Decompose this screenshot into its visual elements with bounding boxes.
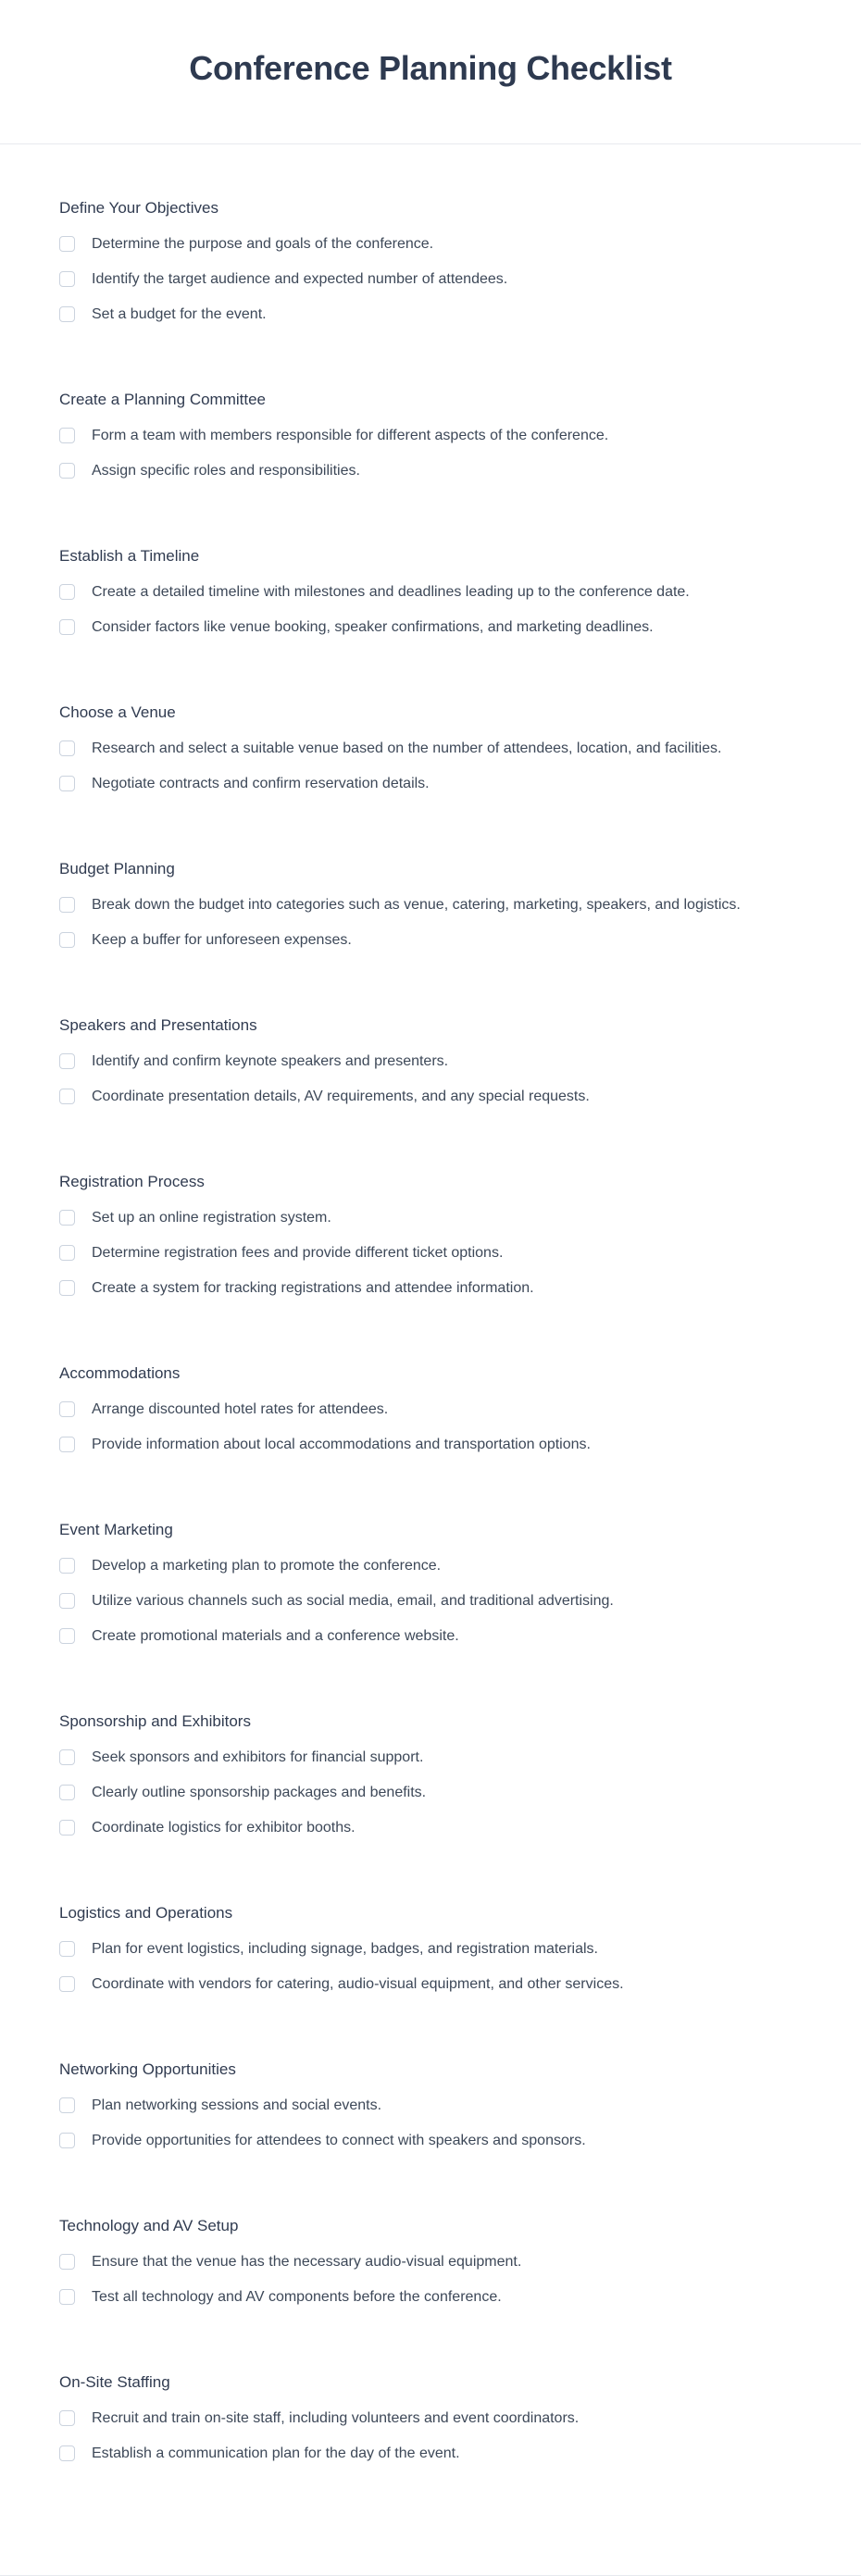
section-items <box>59 425 802 481</box>
checklist-item <box>59 2251 802 2272</box>
checklist-item-label: Test all technology and AV components before the conference. <box>92 2289 502 2305</box>
checklist-item <box>59 1086 802 1107</box>
checklist-section <box>59 2371 802 2464</box>
checklist-section <box>59 702 802 794</box>
checklist-item-label: Provide opportunities for attendees to connect with speakers and sponsors. <box>92 2133 586 2148</box>
section-items <box>59 2408 802 2464</box>
checkbox-unchecked[interactable] <box>59 1280 75 1296</box>
checklist-item-label: Seek sponsors and exhibitors for financial support. <box>92 1749 424 1765</box>
section-items <box>59 1207 802 1299</box>
checklist-item-label: Assign specific roles and responsibilities. <box>92 463 360 479</box>
section-heading: On-Site Staffing <box>59 2373 170 2391</box>
checklist-item <box>59 1938 802 1960</box>
checkbox-unchecked[interactable] <box>59 1593 75 1609</box>
checklist-item-label: Research and select a suitable venue based on the number of attendees, location, and facilities. <box>92 740 722 756</box>
checkbox-unchecked[interactable] <box>59 1785 75 1800</box>
checklist-item <box>59 2443 802 2464</box>
checkbox-unchecked[interactable] <box>59 1089 75 1104</box>
checklist-item-label: Create a system for tracking registrations and attendee information. <box>92 1280 534 1296</box>
checkbox-unchecked[interactable] <box>59 1437 75 1452</box>
checklist-item <box>59 1242 802 1263</box>
checkbox-unchecked[interactable] <box>59 428 75 443</box>
checkbox-unchecked[interactable] <box>59 2289 75 2305</box>
checklist-item-label: Identify the target audience and expected number of attendees. <box>92 271 508 287</box>
checklist-item <box>59 2408 802 2429</box>
checkbox-unchecked[interactable] <box>59 1820 75 1836</box>
checklist-item-label: Create promotional materials and a conference website. <box>92 1628 459 1644</box>
section-heading: Budget Planning <box>59 860 175 877</box>
checkbox-unchecked[interactable] <box>59 1628 75 1644</box>
section-items <box>59 1747 802 1838</box>
checklist-item-label: Determine the purpose and goals of the conference. <box>92 236 434 252</box>
checklist-item-label: Break down the budget into categories such as venue, catering, marketing, speakers, and logistics. <box>92 897 741 913</box>
checklist-section <box>59 1902 802 1995</box>
checklist-section <box>59 1711 802 1838</box>
checklist-item <box>59 304 802 325</box>
checklist-item-label: Establish a communication plan for the day of the event. <box>92 2445 460 2461</box>
checklist-item <box>59 460 802 481</box>
checklist-item-label: Keep a buffer for unforeseen expenses. <box>92 932 352 948</box>
checkbox-unchecked[interactable] <box>59 584 75 600</box>
page-header <box>0 0 861 144</box>
checklist-item-label: Provide information about local accommodations and transportation options. <box>92 1437 591 1452</box>
checkbox-unchecked[interactable] <box>59 2254 75 2270</box>
checklist-item-label: Form a team with members responsible for different aspects of the conference. <box>92 428 609 443</box>
checklist-item-label: Coordinate logistics for exhibitor booths. <box>92 1820 356 1836</box>
checklist-section <box>59 1171 802 1299</box>
checklist-item-label: Coordinate presentation details, AV requirements, and any special requests. <box>92 1089 590 1104</box>
section-items <box>59 581 802 638</box>
checklist-item-label: Set up an online registration system. <box>92 1210 331 1226</box>
checkbox-unchecked[interactable] <box>59 1053 75 1069</box>
checklist-section <box>59 2059 802 2151</box>
checklist-item <box>59 425 802 446</box>
section-items <box>59 233 802 325</box>
checkbox-unchecked[interactable] <box>59 776 75 791</box>
section-items <box>59 2095 802 2151</box>
checklist-item-label: Arrange discounted hotel rates for attendees. <box>92 1401 389 1417</box>
section-heading: Speakers and Presentations <box>59 1016 257 1034</box>
checklist-item-label: Utilize various channels such as social media, email, and traditional advertising. <box>92 1593 614 1609</box>
checklist-item <box>59 2095 802 2116</box>
checklist-item-label: Set a budget for the event. <box>92 306 267 322</box>
checkbox-unchecked[interactable] <box>59 2097 75 2113</box>
checklist-item <box>59 1973 802 1995</box>
checklist-section <box>59 1014 802 1107</box>
section-items <box>59 1399 802 1455</box>
checkbox-unchecked[interactable] <box>59 271 75 287</box>
checklist-section <box>59 1519 802 1647</box>
checklist-item-label: Identify and confirm keynote speakers and presenters. <box>92 1053 449 1069</box>
checklist-section <box>59 389 802 481</box>
checklist-item-label: Consider factors like venue booking, speaker confirmations, and marketing deadlines. <box>92 619 654 635</box>
checklist-item <box>59 1277 802 1299</box>
checklist-item <box>59 1399 802 1420</box>
section-heading: Choose a Venue <box>59 703 176 721</box>
section-heading: Sponsorship and Exhibitors <box>59 1712 251 1730</box>
section-heading: Registration Process <box>59 1173 205 1190</box>
checkbox-unchecked[interactable] <box>59 1558 75 1574</box>
section-heading: Networking Opportunities <box>59 2060 236 2078</box>
checklist-section <box>59 197 802 325</box>
checkbox-unchecked[interactable] <box>59 619 75 635</box>
checklist-item <box>59 1817 802 1838</box>
checklist-item <box>59 2130 802 2151</box>
checklist-item-label: Determine registration fees and provide different ticket options. <box>92 1245 504 1261</box>
checkbox-unchecked[interactable] <box>59 236 75 252</box>
section-heading: Accommodations <box>59 1364 181 1382</box>
checklist-item-label: Plan for event logistics, including signage, badges, and registration materials. <box>92 1941 598 1957</box>
checklist-item <box>59 1434 802 1455</box>
checklist-item <box>59 1782 802 1803</box>
checklist-item <box>59 233 802 255</box>
section-items <box>59 1555 802 1647</box>
checklist-section <box>59 858 802 951</box>
checklist-item <box>59 773 802 794</box>
checklist-section <box>59 1363 802 1455</box>
checklist-item <box>59 1051 802 1072</box>
checkbox-unchecked[interactable] <box>59 1210 75 1226</box>
checklist-item-label: Develop a marketing plan to promote the conference. <box>92 1558 442 1574</box>
section-items <box>59 738 802 794</box>
checkbox-unchecked[interactable] <box>59 2133 75 2148</box>
section-heading: Create a Planning Committee <box>59 391 267 408</box>
checkbox-unchecked[interactable] <box>59 2445 75 2461</box>
section-heading: Establish a Timeline <box>59 547 200 565</box>
checklist-item-label: Negotiate contracts and confirm reservation details. <box>92 776 430 791</box>
section-heading: Define Your Objectives <box>59 199 218 217</box>
checklist-item <box>59 1207 802 1228</box>
section-items <box>59 1051 802 1107</box>
checklist-item <box>59 1555 802 1576</box>
checklist-item <box>59 1747 802 1768</box>
checkbox-unchecked[interactable] <box>59 897 75 913</box>
checklist-item <box>59 616 802 638</box>
checklist-item-label: Create a detailed timeline with milestones and deadlines leading up to the conference date. <box>92 584 690 600</box>
checklist-item <box>59 1590 802 1612</box>
checklist-item <box>59 1625 802 1647</box>
checkbox-unchecked[interactable] <box>59 1941 75 1957</box>
checklist-section <box>59 2215 802 2308</box>
checklist-item-label: Recruit and train on-site staff, including volunteers and event coordinators. <box>92 2410 580 2426</box>
checkbox-unchecked[interactable] <box>59 1401 75 1417</box>
checklist-item-label: Clearly outline sponsorship packages and benefits. <box>92 1785 427 1800</box>
page-title: Conference Planning Checklist <box>189 49 672 87</box>
checklist-item <box>59 268 802 290</box>
checklist-section <box>59 545 802 638</box>
checklist-item <box>59 894 802 915</box>
checklist-item <box>59 738 802 759</box>
checkbox-unchecked[interactable] <box>59 1245 75 1261</box>
checkbox-unchecked[interactable] <box>59 1749 75 1765</box>
checklist-item <box>59 929 802 951</box>
section-heading: Event Marketing <box>59 1521 173 1538</box>
checkbox-unchecked[interactable] <box>59 1976 75 1992</box>
checklist-item <box>59 2286 802 2308</box>
checkbox-unchecked[interactable] <box>59 932 75 948</box>
section-items <box>59 894 802 951</box>
section-items <box>59 1938 802 1995</box>
checklist-content <box>0 144 861 2464</box>
section-heading: Technology and AV Setup <box>59 2217 239 2234</box>
section-items <box>59 2251 802 2308</box>
checkbox-unchecked[interactable] <box>59 2410 75 2426</box>
checkbox-unchecked[interactable] <box>59 740 75 756</box>
checklist-item-label: Coordinate with vendors for catering, audio-visual equipment, and other services. <box>92 1976 624 1992</box>
checkbox-unchecked[interactable] <box>59 306 75 322</box>
checklist-item <box>59 581 802 603</box>
checkbox-unchecked[interactable] <box>59 463 75 479</box>
section-heading: Logistics and Operations <box>59 1904 233 1922</box>
checklist-item-label: Ensure that the venue has the necessary audio-visual equipment. <box>92 2254 522 2270</box>
checklist-item-label: Plan networking sessions and social events. <box>92 2097 382 2113</box>
